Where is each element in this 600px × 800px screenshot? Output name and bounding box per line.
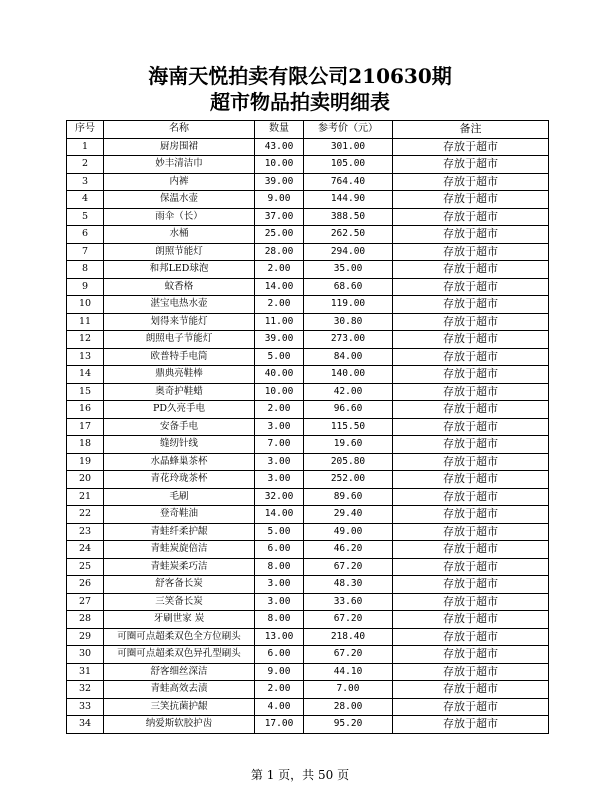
cell-price: 294.00 [304, 243, 393, 261]
cell-name: 鼎典亮鞋棒 [104, 366, 255, 384]
cell-quantity: 2.00 [255, 296, 304, 314]
table-row [67, 278, 549, 296]
cell-price: 33.60 [304, 593, 393, 611]
cell-note: 存放于超市 [393, 593, 549, 611]
cell-index: 32 [67, 681, 104, 699]
cell-name: 舒客细丝深洁 [104, 663, 255, 681]
cell-name: 青蛙纤柔护龈 [104, 523, 255, 541]
table-row [67, 296, 549, 314]
cell-name: 青蛙高效去渍 [104, 681, 255, 699]
table-row [67, 471, 549, 489]
cell-note: 存放于超市 [393, 471, 549, 489]
cell-quantity: 3.00 [255, 418, 304, 436]
table-row [67, 191, 549, 209]
table-row [67, 261, 549, 279]
table-header-row [67, 121, 549, 139]
cell-note: 存放于超市 [393, 348, 549, 366]
cell-quantity: 37.00 [255, 208, 304, 226]
header-quantity: 数量 [255, 121, 304, 139]
cell-quantity: 40.00 [255, 366, 304, 384]
auction-items-table [66, 120, 549, 734]
table-row [67, 523, 549, 541]
table-row [67, 541, 549, 559]
cell-note: 存放于超市 [393, 646, 549, 664]
page-footer: 第 1 页，共 50 页 [250, 768, 350, 782]
cell-quantity: 5.00 [255, 523, 304, 541]
cell-quantity: 8.00 [255, 611, 304, 629]
cell-index: 33 [67, 698, 104, 716]
cell-quantity: 6.00 [255, 646, 304, 664]
cell-name: 湛宝电热水壶 [104, 296, 255, 314]
cell-price: 28.00 [304, 698, 393, 716]
cell-note: 存放于超市 [393, 313, 549, 331]
cell-index: 29 [67, 628, 104, 646]
cell-price: 140.00 [304, 366, 393, 384]
table-row [67, 681, 549, 699]
table-row [67, 558, 549, 576]
cell-note: 存放于超市 [393, 436, 549, 454]
cell-note: 存放于超市 [393, 383, 549, 401]
cell-index: 20 [67, 471, 104, 489]
cell-index: 12 [67, 331, 104, 349]
cell-quantity: 14.00 [255, 278, 304, 296]
cell-quantity: 39.00 [255, 173, 304, 191]
cell-price: 218.40 [304, 628, 393, 646]
table-row [67, 173, 549, 191]
table-body [67, 138, 549, 733]
cell-quantity: 10.00 [255, 383, 304, 401]
table-row [67, 506, 549, 524]
cell-index: 34 [67, 716, 104, 734]
cell-index: 21 [67, 488, 104, 506]
cell-quantity: 2.00 [255, 261, 304, 279]
cell-index: 7 [67, 243, 104, 261]
cell-note: 存放于超市 [393, 453, 549, 471]
cell-name: 缝纫针线 [104, 436, 255, 454]
cell-index: 10 [67, 296, 104, 314]
cell-note: 存放于超市 [393, 506, 549, 524]
cell-index: 4 [67, 191, 104, 209]
table-row [67, 226, 549, 244]
cell-price: 105.00 [304, 156, 393, 174]
cell-name: 可圈可点超柔双色异孔型刷头 [104, 646, 255, 664]
cell-index: 6 [67, 226, 104, 244]
cell-index: 23 [67, 523, 104, 541]
table-row [67, 401, 549, 419]
cell-price: 67.20 [304, 558, 393, 576]
document-subtitle: 超市物品拍卖明细表 [210, 90, 390, 114]
cell-index: 16 [67, 401, 104, 419]
cell-index: 19 [67, 453, 104, 471]
header-name: 名称 [104, 121, 255, 139]
cell-note: 存放于超市 [393, 138, 549, 156]
cell-name: 青蛙炭柔巧洁 [104, 558, 255, 576]
cell-note: 存放于超市 [393, 663, 549, 681]
cell-price: 44.10 [304, 663, 393, 681]
cell-name: 奥奇护鞋蜡 [104, 383, 255, 401]
document-title: 海南天悦拍卖有限公司210630期 [148, 64, 452, 88]
cell-index: 14 [67, 366, 104, 384]
cell-price: 67.20 [304, 646, 393, 664]
cell-name: 和邦LED球泡 [104, 261, 255, 279]
cell-note: 存放于超市 [393, 716, 549, 734]
cell-price: 205.80 [304, 453, 393, 471]
table-row [67, 383, 549, 401]
cell-note: 存放于超市 [393, 243, 549, 261]
cell-note: 存放于超市 [393, 418, 549, 436]
cell-note: 存放于超市 [393, 401, 549, 419]
table-row [67, 646, 549, 664]
table-row [67, 611, 549, 629]
cell-price: 388.50 [304, 208, 393, 226]
cell-price: 119.00 [304, 296, 393, 314]
cell-name: 可圈可点超柔双色全方位刷头 [104, 628, 255, 646]
cell-price: 301.00 [304, 138, 393, 156]
cell-index: 15 [67, 383, 104, 401]
cell-note: 存放于超市 [393, 156, 549, 174]
cell-price: 49.00 [304, 523, 393, 541]
table-row [67, 628, 549, 646]
cell-quantity: 3.00 [255, 593, 304, 611]
cell-index: 5 [67, 208, 104, 226]
cell-quantity: 5.00 [255, 348, 304, 366]
cell-name: 纳爱斯软胶护齿 [104, 716, 255, 734]
cell-price: 89.60 [304, 488, 393, 506]
cell-index: 2 [67, 156, 104, 174]
cell-quantity: 4.00 [255, 698, 304, 716]
cell-name: 朗照电子节能灯 [104, 331, 255, 349]
cell-note: 存放于超市 [393, 331, 549, 349]
table-row [67, 313, 549, 331]
cell-note: 存放于超市 [393, 628, 549, 646]
table-row [67, 366, 549, 384]
cell-name: 妙丰清洁巾 [104, 156, 255, 174]
cell-name: 三笑抗菌护龈 [104, 698, 255, 716]
cell-index: 18 [67, 436, 104, 454]
cell-name: 保温水壶 [104, 191, 255, 209]
cell-note: 存放于超市 [393, 173, 549, 191]
cell-name: 青蛙炭旋倍洁 [104, 541, 255, 559]
cell-index: 24 [67, 541, 104, 559]
table-row [67, 138, 549, 156]
cell-name: 朗照节能灯 [104, 243, 255, 261]
cell-note: 存放于超市 [393, 366, 549, 384]
cell-name: 厨房围裙 [104, 138, 255, 156]
cell-name: 雨伞（长） [104, 208, 255, 226]
cell-price: 48.30 [304, 576, 393, 594]
cell-price: 46.20 [304, 541, 393, 559]
cell-name: 牙刷世家 炭 [104, 611, 255, 629]
table-row [67, 208, 549, 226]
table-row [67, 156, 549, 174]
cell-quantity: 3.00 [255, 453, 304, 471]
cell-note: 存放于超市 [393, 278, 549, 296]
cell-index: 3 [67, 173, 104, 191]
cell-price: 273.00 [304, 331, 393, 349]
cell-note: 存放于超市 [393, 541, 549, 559]
cell-note: 存放于超市 [393, 191, 549, 209]
cell-name: 蚊香格 [104, 278, 255, 296]
header-index: 序号 [67, 121, 104, 139]
cell-price: 42.00 [304, 383, 393, 401]
table-row [67, 348, 549, 366]
table-row [67, 593, 549, 611]
cell-name: 水桶 [104, 226, 255, 244]
table-row [67, 453, 549, 471]
cell-note: 存放于超市 [393, 698, 549, 716]
cell-index: 11 [67, 313, 104, 331]
cell-price: 7.00 [304, 681, 393, 699]
cell-quantity: 9.00 [255, 191, 304, 209]
table-row [67, 488, 549, 506]
cell-price: 67.20 [304, 611, 393, 629]
cell-index: 28 [67, 611, 104, 629]
cell-index: 27 [67, 593, 104, 611]
cell-price: 764.40 [304, 173, 393, 191]
cell-note: 存放于超市 [393, 681, 549, 699]
table-row [67, 716, 549, 734]
cell-index: 9 [67, 278, 104, 296]
cell-name: 欧普特手电筒 [104, 348, 255, 366]
cell-quantity: 8.00 [255, 558, 304, 576]
table-row [67, 576, 549, 594]
cell-price: 115.50 [304, 418, 393, 436]
cell-quantity: 28.00 [255, 243, 304, 261]
cell-quantity: 6.00 [255, 541, 304, 559]
cell-quantity: 3.00 [255, 471, 304, 489]
cell-index: 30 [67, 646, 104, 664]
cell-quantity: 13.00 [255, 628, 304, 646]
cell-price: 35.00 [304, 261, 393, 279]
cell-quantity: 2.00 [255, 401, 304, 419]
cell-quantity: 14.00 [255, 506, 304, 524]
cell-quantity: 32.00 [255, 488, 304, 506]
table-row [67, 418, 549, 436]
cell-note: 存放于超市 [393, 558, 549, 576]
cell-quantity: 17.00 [255, 716, 304, 734]
table-row [67, 331, 549, 349]
cell-price: 95.20 [304, 716, 393, 734]
cell-price: 96.60 [304, 401, 393, 419]
cell-name: 内裤 [104, 173, 255, 191]
cell-price: 252.00 [304, 471, 393, 489]
cell-quantity: 3.00 [255, 576, 304, 594]
cell-index: 26 [67, 576, 104, 594]
cell-price: 68.60 [304, 278, 393, 296]
cell-quantity: 11.00 [255, 313, 304, 331]
cell-price: 144.90 [304, 191, 393, 209]
cell-note: 存放于超市 [393, 296, 549, 314]
cell-name: 划得来节能灯 [104, 313, 255, 331]
cell-note: 存放于超市 [393, 488, 549, 506]
cell-index: 25 [67, 558, 104, 576]
cell-quantity: 10.00 [255, 156, 304, 174]
cell-index: 13 [67, 348, 104, 366]
cell-note: 存放于超市 [393, 611, 549, 629]
cell-index: 22 [67, 506, 104, 524]
table-row [67, 663, 549, 681]
cell-note: 存放于超市 [393, 261, 549, 279]
cell-index: 31 [67, 663, 104, 681]
cell-name: 水晶蜂巢茶杯 [104, 453, 255, 471]
cell-price: 262.50 [304, 226, 393, 244]
cell-name: 青花玲珑茶杯 [104, 471, 255, 489]
header-reference-price: 参考价（元） [304, 121, 393, 139]
cell-price: 84.00 [304, 348, 393, 366]
cell-price: 30.80 [304, 313, 393, 331]
cell-name: 舒客备长炭 [104, 576, 255, 594]
cell-quantity: 39.00 [255, 331, 304, 349]
cell-price: 29.40 [304, 506, 393, 524]
cell-index: 1 [67, 138, 104, 156]
cell-quantity: 2.00 [255, 681, 304, 699]
cell-quantity: 43.00 [255, 138, 304, 156]
cell-note: 存放于超市 [393, 208, 549, 226]
cell-quantity: 25.00 [255, 226, 304, 244]
cell-quantity: 7.00 [255, 436, 304, 454]
cell-note: 存放于超市 [393, 226, 549, 244]
cell-name: 安备手电 [104, 418, 255, 436]
cell-name: 三笑备长炭 [104, 593, 255, 611]
cell-index: 17 [67, 418, 104, 436]
table-row [67, 243, 549, 261]
header-note: 备注 [393, 121, 549, 139]
table-row [67, 436, 549, 454]
cell-quantity: 9.00 [255, 663, 304, 681]
cell-note: 存放于超市 [393, 576, 549, 594]
cell-name: PD久亮手电 [104, 401, 255, 419]
cell-note: 存放于超市 [393, 523, 549, 541]
cell-index: 8 [67, 261, 104, 279]
table-row [67, 698, 549, 716]
cell-name: 登奇鞋油 [104, 506, 255, 524]
cell-name: 毛刷 [104, 488, 255, 506]
cell-price: 19.60 [304, 436, 393, 454]
